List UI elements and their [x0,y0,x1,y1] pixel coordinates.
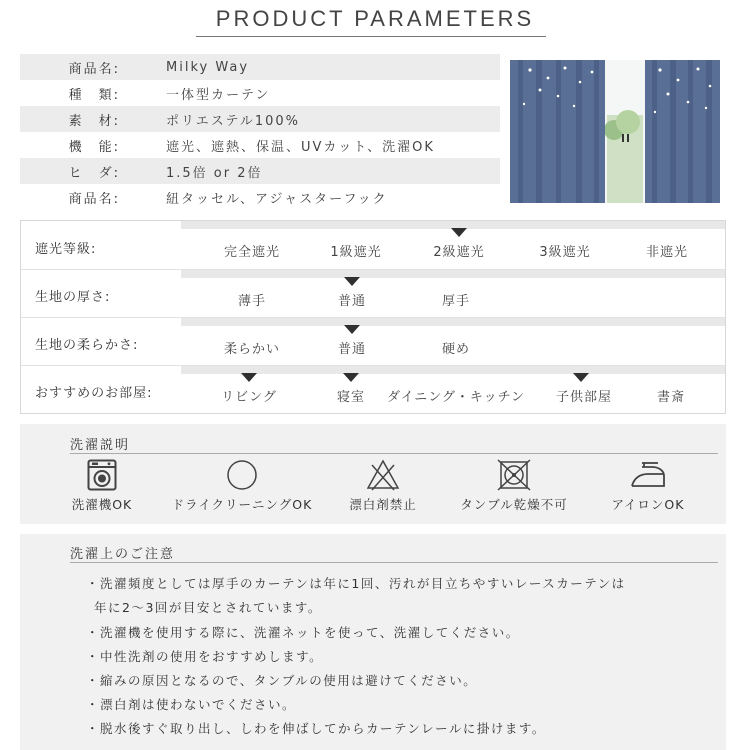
care-item [573,459,723,513]
no-tumble-dry-icon [497,459,531,491]
selected-marker [344,325,360,334]
spec-row [20,158,500,184]
scale-label: 遮光等級: [35,242,97,257]
spec-row [20,184,500,210]
scale-row-shading [21,221,725,261]
spec-label: 機 能: [68,139,120,155]
spec-label: 素 材: [68,113,120,129]
scale-row-thickness [21,270,725,310]
spec-row [20,80,500,106]
no-bleach-icon [366,459,400,491]
scale-label: おすすめのお部屋: [35,386,153,401]
dry-clean-circle-icon [226,459,258,491]
section-rule [70,562,718,563]
section-title: 洗濯説明 [70,438,131,453]
option-label: 硬め [441,342,471,357]
note-line: ・漂白剤は使わないでください。 [86,697,297,712]
selected-marker [573,373,589,382]
option-label: 寝室 [336,390,366,405]
option-label: 子供部屋 [555,390,613,405]
scale-row-softness [21,318,725,358]
care-item [308,459,458,513]
spec-value: 1.5倍 or 2倍 [166,165,263,181]
care-label: ドライクリーニングOK [171,497,313,512]
option-label: 普通 [337,294,367,309]
spec-row [20,106,500,132]
option-label: 3級遮光 [539,245,591,260]
selected-marker [344,277,360,286]
scale-row-rooms [21,366,725,406]
washing-notes-section [20,534,726,750]
care-item [167,459,317,513]
iron-icon [628,459,668,491]
option-label: 普通 [337,342,367,357]
option-label: リビング [221,390,277,405]
curtain-illustration [510,60,720,203]
selected-marker [451,228,467,237]
care-label: 漂白剤禁止 [349,497,417,512]
scale-label: 生地の柔らかさ: [35,338,139,353]
care-label: 洗濯機OK [71,497,133,512]
page-title: PRODUCT PARAMETERS [215,6,535,31]
option-label: 完全遮光 [223,245,281,260]
spec-row [20,132,500,158]
note-line: ・洗濯頻度としては厚手のカーテンは年に1回、汚れが目立ちやすいレースカーテンは [86,576,626,591]
option-label: 薄手 [237,294,267,309]
parameter-scale [20,220,726,414]
option-label: 2級遮光 [433,245,485,260]
product-photo [510,60,720,203]
spec-label: ヒ ダ: [68,165,120,181]
washing-machine-icon [87,459,117,491]
scale-band [181,270,725,278]
note-line: ・中性洗剤の使用をおすすめします。 [86,649,324,664]
spec-label: 商品名: [68,191,120,207]
spec-value: ポリエステル100% [166,113,300,129]
spec-row [20,54,500,80]
selected-marker [241,373,257,382]
note-line: ・縮みの原因となるので、タンブルの使用は避けてください。 [86,673,478,688]
laundry-section [20,424,726,524]
option-label: 柔らかい [223,342,281,357]
spec-table [20,54,500,210]
spec-value: 遮光、遮熱、保温、UVカット、洗濯OK [166,139,435,155]
care-item [27,459,177,513]
scale-label: 生地の厚さ: [35,290,111,305]
left-curtain [510,60,605,203]
option-label: 1級遮光 [330,245,382,260]
section-title: 洗濯上のご注意 [70,547,176,562]
note-line: 年に2～3回が目安とされています。 [94,600,322,615]
care-item [439,459,589,513]
spec-label: 商品名: [68,61,120,77]
option-label: 非遮光 [645,245,689,260]
title-underline [196,36,546,37]
spec-value: 紐タッセル、アジャスターフック [166,191,388,207]
option-label: ダイニング・キッチン [386,390,526,405]
spec-value: Milky Way [166,59,250,75]
right-curtain [645,60,720,203]
care-label: アイロンOK [611,497,685,512]
spec-value: 一体型カーテン [166,87,271,103]
option-label: 厚手 [441,294,471,309]
note-line: ・洗濯機を使用する際に、洗濯ネットを使って、洗濯してください。 [86,625,520,640]
selected-marker [343,373,359,382]
care-label: タンブル乾燥不可 [460,497,568,512]
spec-label: 種 類: [68,87,120,103]
section-rule [70,453,718,454]
option-label: 書斎 [656,390,686,405]
note-line: ・脱水後すぐ取り出し、しわを伸ばしてからカーテンレールに掛けます。 [86,721,546,736]
scale-band [181,318,725,326]
scale-band [181,366,725,374]
